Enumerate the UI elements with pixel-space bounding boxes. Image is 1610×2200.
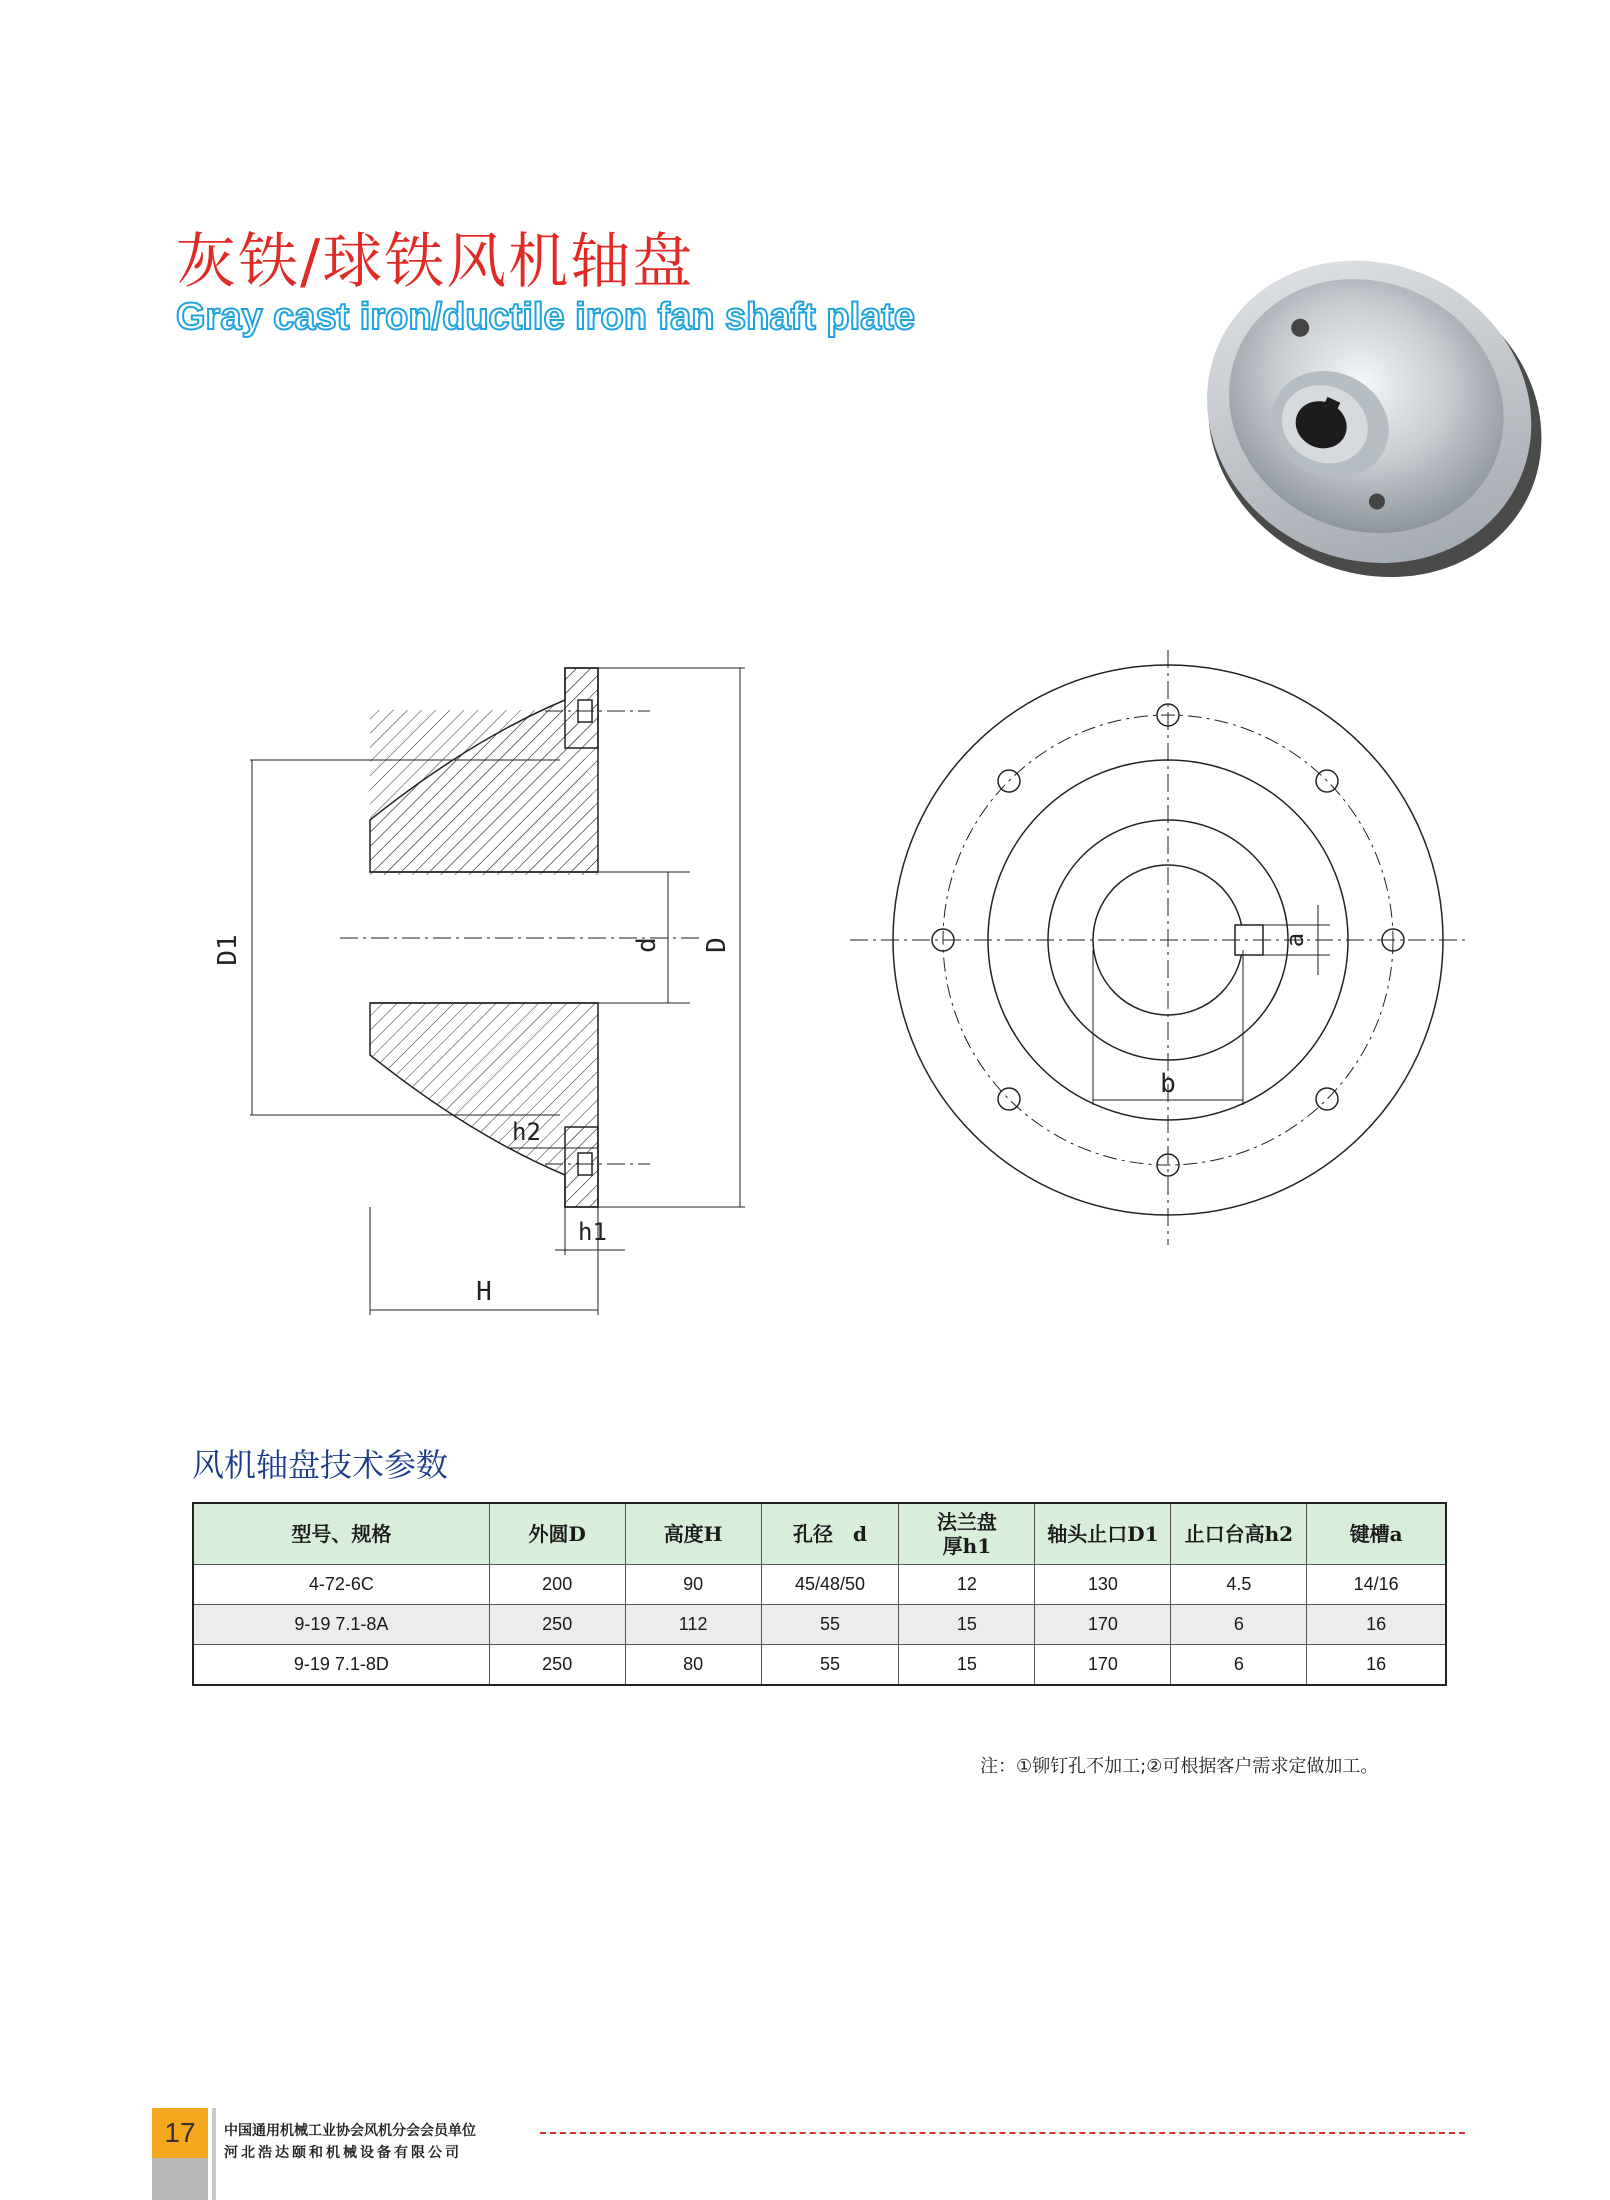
cell-flange-h1: 12 — [899, 1565, 1035, 1605]
footnote: 注：①铆钉孔不加工;②可根据客户需求定做加工。 — [980, 1756, 1379, 1777]
front-view — [850, 650, 1470, 1245]
cell-spigot-h2: 6 — [1171, 1645, 1307, 1686]
label-b: b — [1160, 1069, 1176, 1099]
cell-keyway-a: 16 — [1307, 1645, 1446, 1686]
cell-height-h: 112 — [625, 1605, 761, 1645]
side-section-view — [250, 668, 745, 1315]
col-header-bore-d: 孔径 d — [761, 1503, 899, 1565]
cell-model: 4-72-6C — [193, 1565, 489, 1605]
cell-outer-d: 250 — [489, 1605, 625, 1645]
cell-spigot-d1: 170 — [1035, 1645, 1171, 1686]
cell-model: 9-19 7.1-8A — [193, 1605, 489, 1645]
page-subtitle: Gray cast iron/ductile iron fan shaft plate — [176, 296, 916, 338]
cell-flange-h1: 15 — [899, 1605, 1035, 1645]
col-header-outer-d: 外圆D — [489, 1503, 625, 1565]
cell-height-h: 80 — [625, 1645, 761, 1686]
col-header-spigot-h2: 止口台高h2 — [1171, 1503, 1307, 1565]
label-a: a — [1281, 932, 1309, 948]
cell-spigot-d1: 130 — [1035, 1565, 1171, 1605]
col-header-model: 型号、规格 — [193, 1503, 489, 1565]
table-row — [193, 1565, 1446, 1605]
cell-outer-d: 200 — [489, 1565, 625, 1605]
cell-keyway-a: 14/16 — [1307, 1565, 1446, 1605]
label-H: H — [476, 1277, 492, 1307]
cell-flange-h1: 15 — [899, 1645, 1035, 1686]
cell-spigot-d1: 170 — [1035, 1605, 1171, 1645]
spec-table — [192, 1502, 1447, 1686]
footer-divider — [212, 2108, 216, 2200]
footer-association: 中国通用机械工业协会风机分会会员单位 — [224, 2123, 476, 2139]
col-header-flange-h1 — [899, 1503, 1035, 1565]
cell-bore-d: 45/48/50 — [761, 1565, 899, 1605]
flange-line2: 厚h1 — [942, 1534, 992, 1558]
cell-outer-d: 250 — [489, 1645, 625, 1686]
cell-bore-d: 55 — [761, 1645, 899, 1686]
label-h1: h1 — [578, 1218, 607, 1246]
page-number: 17 — [152, 2108, 208, 2158]
cell-height-h: 90 — [625, 1565, 761, 1605]
cell-spigot-h2: 6 — [1171, 1605, 1307, 1645]
label-h2: h2 — [512, 1118, 541, 1146]
table-header-row — [193, 1503, 1446, 1565]
cell-spigot-h2: 4.5 — [1171, 1565, 1307, 1605]
label-D1: D1 — [213, 934, 243, 966]
footer-dashed-rule — [540, 2132, 1465, 2134]
cell-model: 9-19 7.1-8D — [193, 1645, 489, 1686]
table-row — [193, 1645, 1446, 1686]
page-number-accent — [152, 2158, 208, 2200]
cell-bore-d: 55 — [761, 1605, 899, 1645]
cell-keyway-a: 16 — [1307, 1605, 1446, 1645]
col-header-height-h: 高度H — [625, 1503, 761, 1565]
table-row — [193, 1605, 1446, 1645]
footer-company: 河北浩达颐和机械设备有限公司 — [224, 2145, 462, 2161]
col-header-spigot-d1: 轴头止口D1 — [1035, 1503, 1171, 1565]
label-D: D — [702, 937, 732, 953]
label-d: d — [632, 937, 662, 953]
page-title: 灰铁/球铁风机轴盘 — [176, 227, 695, 297]
spec-section-title: 风机轴盘技术参数 — [192, 1446, 449, 1484]
flange-line1: 法兰盘 — [936, 1510, 997, 1534]
col-header-keyway-a: 键槽a — [1307, 1503, 1446, 1565]
